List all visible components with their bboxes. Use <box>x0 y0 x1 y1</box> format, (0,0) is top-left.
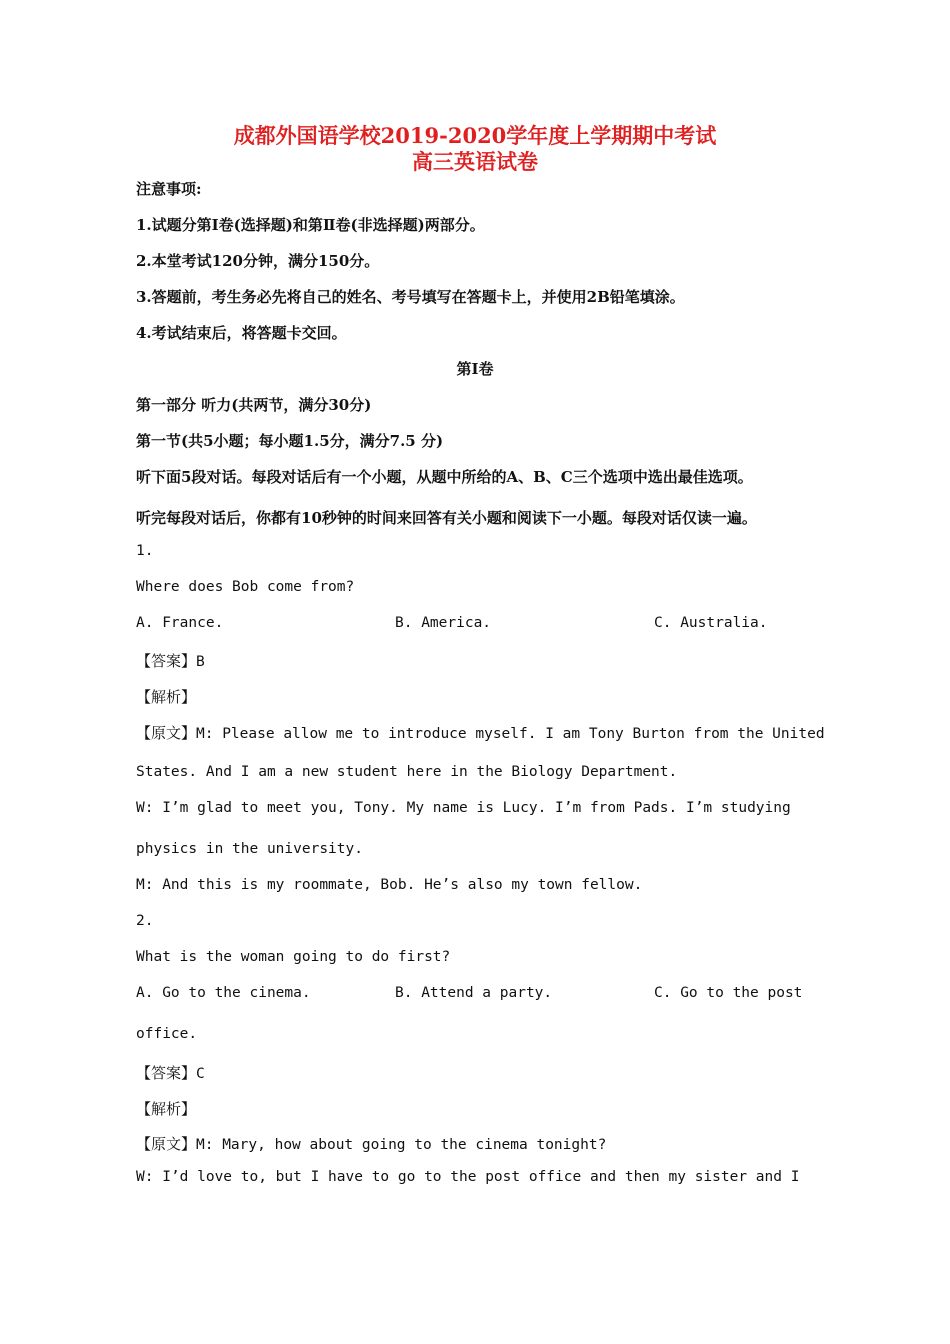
q2-option-c: C. Go to the post <box>654 985 803 1001</box>
section-heading: 第一节(共5小题；每小题1.5分，满分7.5 分) <box>136 432 444 450</box>
q1-transcript-line-4: physics in the university. <box>136 841 363 857</box>
answer-label: 【答案】 <box>136 652 197 670</box>
q2-option-c-wrap: office. <box>136 1026 198 1042</box>
q1-option-b: B. America. <box>395 615 492 631</box>
q1-number: 1. <box>136 543 154 559</box>
q1-transcript-line-5: M: And this is my roommate, Bob. He’s also my town fellow. <box>136 877 643 893</box>
answer-value: C <box>196 1066 205 1082</box>
transcript-label: 【原文】 <box>136 724 197 742</box>
q1-transcript-line-1 <box>136 722 825 743</box>
q1-transcript-line-2: States. And I am a new student here in the Biology Department. <box>136 764 678 780</box>
notes-item-4: 4.考试结束后，将答题卡交回。 <box>136 324 347 342</box>
transcript-text: M: Please allow me to introduce myself. I am Tony Burton from the United <box>196 726 825 742</box>
q1-answer <box>136 650 205 671</box>
q2-answer <box>136 1062 205 1083</box>
q1-question: Where does Bob come from? <box>136 579 355 595</box>
volume-heading: 第Ⅰ卷 <box>456 360 494 378</box>
notes-item-3: 3.答题前，考生务必先将自己的姓名、考号填写在答题卡上，并使用2B铅笔填涂。 <box>136 288 685 306</box>
q2-option-b: B. Attend a party. <box>395 985 553 1001</box>
q2-transcript-line-2: W: I’d love to, but I have to go to the post office and then my sister and I <box>136 1169 800 1185</box>
page-title: 成都外国语学校2019-2020学年度上学期期中考试 <box>233 123 717 148</box>
notes-heading: 注意事项: <box>136 180 202 198</box>
q2-option-a: A. Go to the cinema. <box>136 985 311 1001</box>
q1-analysis-label: 【解析】 <box>136 688 197 706</box>
q2-number: 2. <box>136 913 154 929</box>
q1-transcript-line-3: W: I’m glad to meet you, Tony. My name is Lucy. I’m from Pads. I’m studying <box>136 800 791 816</box>
part-heading: 第一部分 听力(共两节，满分30分) <box>136 396 372 414</box>
page-subtitle: 高三英语试卷 <box>412 149 538 174</box>
notes-item-1: 1.试题分第Ⅰ卷(选择题)和第Ⅱ卷(非选择题)两部分。 <box>136 216 485 234</box>
q1-option-c: C. Australia. <box>654 615 768 631</box>
transcript-label: 【原文】 <box>136 1135 197 1153</box>
q2-analysis-label: 【解析】 <box>136 1100 197 1118</box>
answer-value: B <box>196 654 205 670</box>
transcript-text: M: Mary, how about going to the cinema tonight? <box>196 1137 607 1153</box>
q2-transcript-line-1 <box>136 1133 606 1154</box>
q1-option-a: A. France. <box>136 615 224 631</box>
q2-question: What is the woman going to do first? <box>136 949 451 965</box>
instruction-1: 听下面5段对话。每段对话后有一个小题，从题中所给的A、B、C三个选项中选出最佳选项。 <box>136 468 753 486</box>
instruction-2: 听完每段对话后，你都有10秒钟的时间来回答有关小题和阅读下一小题。每段对话仅读一遍。 <box>136 509 757 527</box>
notes-item-2: 2.本堂考试120分钟，满分150分。 <box>136 252 380 270</box>
answer-label: 【答案】 <box>136 1064 197 1082</box>
